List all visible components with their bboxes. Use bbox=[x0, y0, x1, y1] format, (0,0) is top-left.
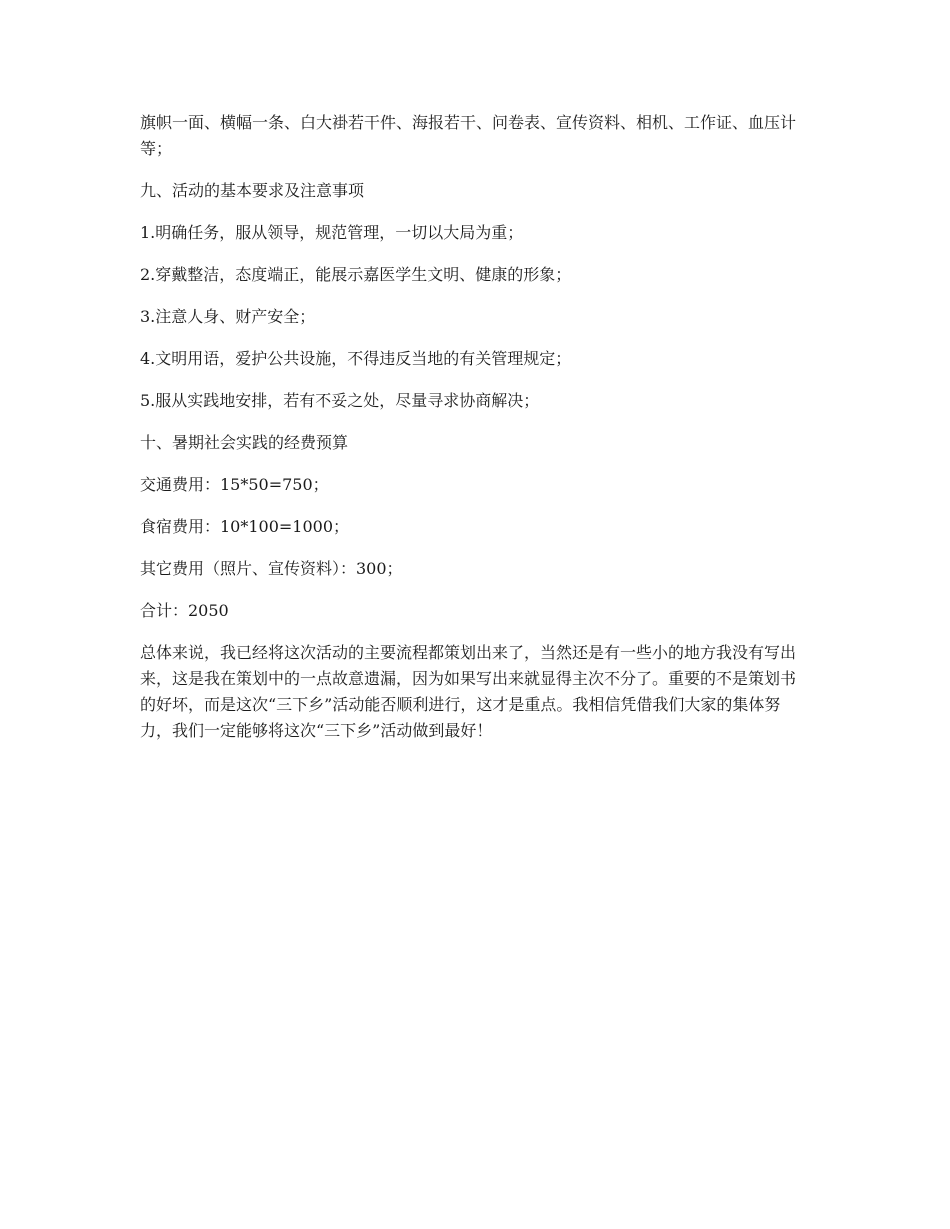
budget-accommodation: 食宿费用：10*100=1000； bbox=[140, 517, 350, 536]
budget-transport: 交通费用：15*50=750； bbox=[140, 475, 329, 494]
summary-paragraph: 总体来说，我已经将这次活动的主要流程都策划出来了，当然还是有一些小的地方我没有写出来，这是我在策划中的一点故意遗漏，因为如果写出来就显得主次不分了。重要的不是策划书的好坏，而是这次“三下乡”活动能否顺利进行，这才是重点。我相信凭借我们大家的集体努力，我们一定能够将这次“三下乡”活动做到最好！ bbox=[140, 643, 797, 740]
document-body bbox=[140, 110, 810, 760]
section-heading-budget: 十、暑期社会实践的经费预算 bbox=[140, 433, 349, 452]
budget-total: 合计：2050 bbox=[140, 601, 229, 620]
equipment-list-paragraph: 旗帜一面、横幅一条、白大褂若干件、海报若干、问卷表、宣传资料、相机、工作证、血压计等； bbox=[140, 113, 797, 158]
requirement-item-2: 2.穿戴整洁，态度端正，能展示嘉医学生文明、健康的形象； bbox=[140, 265, 572, 284]
requirement-item-4: 4.文明用语，爱护公共设施，不得违反当地的有关管理规定； bbox=[140, 349, 572, 368]
requirement-item-3: 3.注意人身、财产安全； bbox=[140, 307, 316, 326]
section-heading-requirements: 九、活动的基本要求及注意事项 bbox=[140, 181, 365, 200]
requirement-item-1: 1.明确任务，服从领导，规范管理，一切以大局为重； bbox=[140, 223, 524, 242]
budget-other: 其它费用（照片、宣传资料）：300； bbox=[140, 559, 403, 578]
requirement-item-5: 5.服从实践地安排，若有不妥之处，尽量寻求协商解决； bbox=[140, 391, 540, 410]
